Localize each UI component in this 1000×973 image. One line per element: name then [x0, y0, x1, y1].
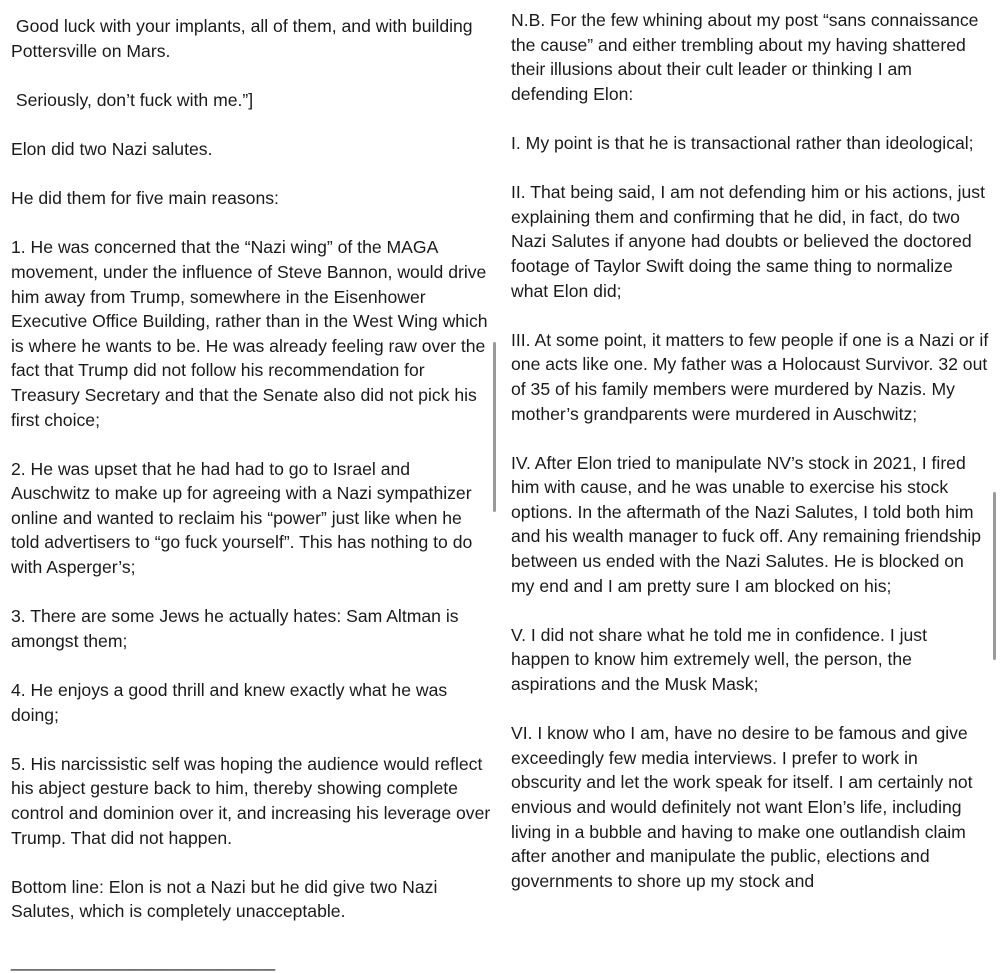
paragraph-warning: Seriously, don’t fuck with me.”]: [11, 89, 254, 110]
paragraph-reason-3: 3. There are some Jews he actually hates: Sam Altman is amongst them;: [11, 606, 464, 651]
paragraph-point-iv: IV. After Elon tried to manipulate NV’s stock in 2021, I fired him with cause, and he was unable to exercise his stock options. In the aftermath of the Nazi Salutes, I told both him and his wealth manager to fuck off. Any remaining friendship between us ended with the Nazi Salutes. He is blocked on my end and I am pretty sure I am blocked on his;: [511, 452, 986, 596]
paragraph-point-iii: III. At some point, it matters to few people if one is a Nazi or if one acts like one. My father was a Holocaust Survivor. 32 out of 35 of his family members were murdered by Nazis. My mother’s grandparents were murdered in Auschwitz;: [511, 329, 994, 424]
paragraph-reason-2: 2. He was upset that he had had to go to Israel and Auschwitz to make up for agreeing with a Nazi sympathizer online and wanted to reclaim his “power” just like when he told advertisers to “go fuck yourself”. This has nothing to do with Asperger’s;: [11, 458, 478, 578]
left-text-column: [11, 0, 495, 971]
paragraph-closing-quote: Good luck with your implants, all of them, and with building Pottersville on Mars.: [11, 16, 478, 61]
paragraph-bottom-line: Bottom line: Elon is not a Nazi but he did give two Nazi Salutes, which is completely unacceptable.: [11, 876, 443, 922]
paragraph-point-v: V. I did not share what he told me in confidence. I just happen to know him extremely well, the person, the aspirations and the Musk Mask;: [511, 624, 932, 695]
paragraph-reason-1: 1. He was concerned that the “Nazi wing” of the MAGA movement, under the influence of Steve Bannon, would drive him away from Trump, somewhere in the Eisenhower Executive Office Building, rather than in the West Wing which is where he wants to be. He was already feeling raw over the fact that Trump did not follow his recommendation for Treasury Secretary and that the Senate also did not pick his first choice;: [11, 237, 493, 430]
right-scrollbar[interactable]: [993, 492, 996, 660]
paragraph-point-i: I. My point is that he is transactional rather than ideological;: [511, 132, 974, 153]
paragraph-reason-4: 4. He enjoys a good thrill and knew exactly what he was doing;: [11, 680, 453, 725]
right-text-column: [511, 0, 994, 966]
text-divider: ___________________________: [11, 950, 276, 971]
paragraph-reasons-intro: He did them for five main reasons:: [11, 188, 279, 209]
paragraph-statement: Elon did two Nazi salutes.: [11, 138, 213, 159]
paragraph-nb: N.B. For the few whining about my post “sans connaissance the cause” and either trembling about my having shattered their illusions about their cult leader or thinking I am defending Elon:: [511, 10, 984, 104]
paragraph-reason-5: 5. His narcissistic self was hoping the audience would reflect his abject gesture back to him, thereby showing complete control and dominion over it, and increasing his leverage over Trump. That did not happen.: [11, 753, 495, 848]
paragraph-point-vi: VI. I know who I am, have no desire to be famous and give exceedingly few media interviews. I prefer to work in obscurity and let the work speak for itself. I am certainly not envious and would definitely not want Elon’s life, including living in a bubble and having to make one outlandish claim after another and manipulate the public, elections and governments to shore up my stock and: [511, 723, 978, 891]
left-scrollbar[interactable]: [493, 342, 496, 512]
paragraph-point-ii: II. That being said, I am not defending him or his actions, just explaining them and confirming that he did, in fact, do two Nazi Salutes if anyone had doubts or believed the doctored footage of Taylor Swift doing the same thing to normalize what Elon did;: [511, 182, 990, 301]
